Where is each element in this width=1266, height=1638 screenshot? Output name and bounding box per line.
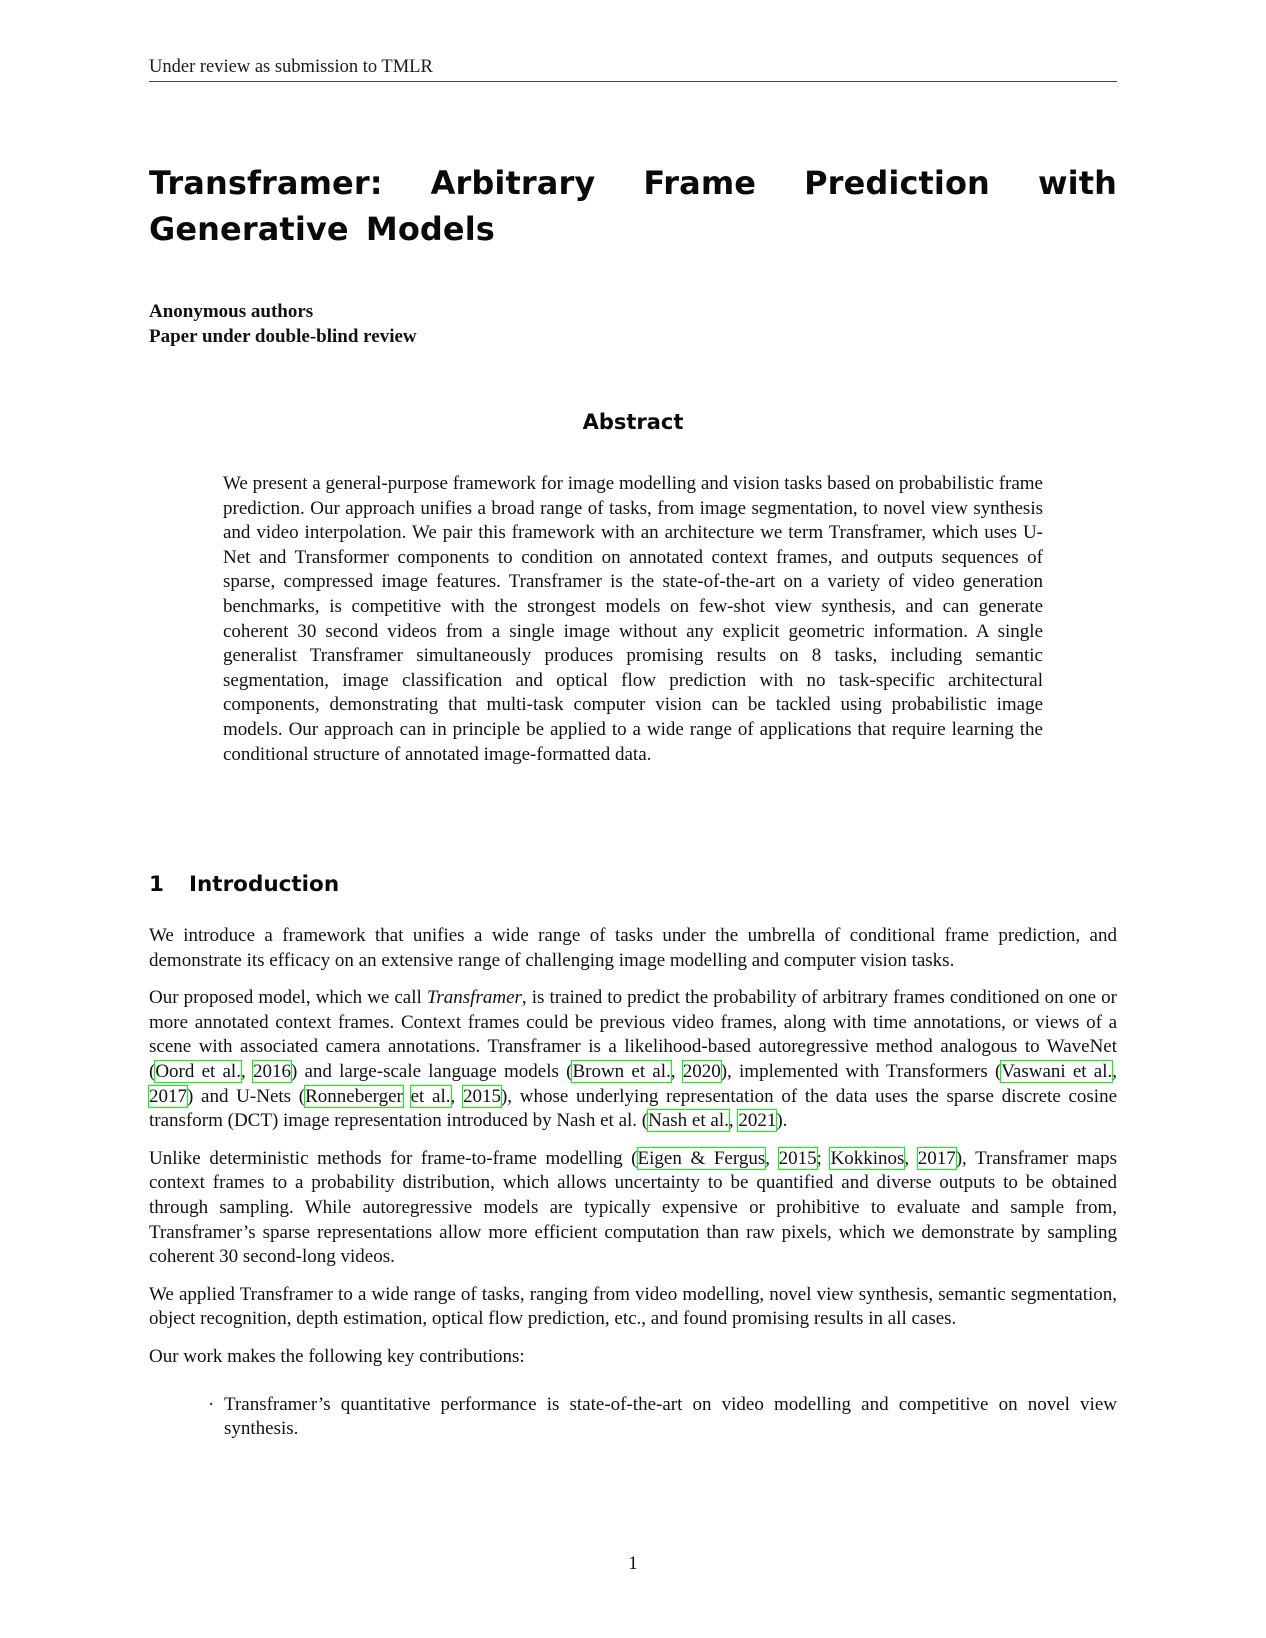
citation-link-author[interactable]: Ronneberger: [305, 1085, 403, 1107]
abstract-text: We present a general-purpose framework for image modelling and vision tasks based on probabilistic frame prediction. Our approach unifies a broad range of tasks, from image segmentation, to novel view synthesis and video interpolation. We pair this framework with an architecture we term Transframer, which uses U-Net and Transformer components to condition on annotated context frames, and outputs sequences of sparse, compressed image features. Transframer is the state-of-the-art on a variety of video generation benchmarks, is competitive with the strongest models on few-shot view synthesis, and can generate coherent 30 second videos from a single image without any explicit geometric information. A single generalist Transframer simultaneously produces promising results on 8 tasks, including semantic segmentation, image classification and optical flow prediction with no task-specific architectural components, demonstrating that multi-task computer vision can be tackled using probabilistic image models. Our approach can in principle be applied to a wide range of applications that require learning the conditional structure of annotated image-formatted data.: [223, 473, 1043, 765]
section-heading-introduction: [149, 870, 339, 900]
citation-link-year[interactable]: 2020: [682, 1060, 721, 1082]
text-run: ).: [776, 1110, 788, 1132]
abstract-heading: Abstract: [582, 410, 684, 434]
paragraph: We introduce a framework that unifies a wide range of tasks under the umbrella of conditional frame prediction, and demonstrate its efficacy on an extensive range of challenging image modelling and computer vision tasks.: [149, 925, 1117, 971]
paragraph: Unlike deterministic methods for frame-to-frame modelling (Eigen & Fergus, 2015; Kokkinos, 2017), Transframer maps context frames to a probability distribution, which allows uncertainty to be quantified and diverse outputs to be obtained through sampling. While autoregressive models are typically expensive or prohibitive to evaluate and sample from, Transframer’s sparse representations allow more efficient computation than raw pixels, which we demonstrate by sampling coherent 30 second-long videos.: [149, 1147, 1118, 1268]
review-note: Paper under double-blind review: [149, 325, 417, 347]
list-item-text: Transframer’s quantitative performance is state-of-the-art on video modelling and competitive on novel view synthesis.: [224, 1393, 1117, 1440]
citation-link-author[interactable]: Oord et al.: [155, 1060, 241, 1082]
text-run: ), Transframer maps context frames to a probability distribution, which allows uncertainty to be quantified and diverse outputs to be obtained through sampling. While autoregressive models are typically expensive or prohibitive to evaluate and sample from, Transframer’s sparse representations allow more efficient computation than raw pixels, which we demonstrate by sampling coherent 30 second-long videos.: [149, 1147, 1118, 1268]
introduction-body: [149, 924, 1117, 1442]
text-run: Unlike deterministic methods for frame-to-frame modelling (: [149, 1147, 638, 1169]
bullet-icon: ·: [208, 1393, 215, 1415]
author-block: [149, 300, 417, 349]
paragraph: Our proposed model, which we call Transframer, is trained to predict the probability of arbitrary frames conditioned on one or more annotated context frames. Context frames could be previous video frames, along with time annotations, or views of a scene with associated camera annotations. Transframer is a likelihood-based autoregressive method analogous to WaveNet (Oord et al., 2016) and large-scale language models (Brown et al., 2020), implemented with Transformers (Vaswani et al., 2017) and U-Nets (Ronneberger et al., 2015), whose underlying representation of the data uses the sparse discrete cosine transform (DCT) image representation introduced by Nash et al. (Nash et al., 2021).: [149, 987, 1118, 1132]
citation-link-author[interactable]: Eigen & Fergus: [637, 1147, 766, 1169]
citation-link-year[interactable]: 2021: [738, 1110, 777, 1132]
model-name-emphasis: Transframer: [426, 987, 522, 1009]
citation-link-author[interactable]: Kokkinos: [830, 1147, 905, 1169]
text-run: ) and U-Nets (: [187, 1085, 306, 1107]
citation-link-author[interactable]: et al.: [410, 1085, 451, 1107]
citation-link-author[interactable]: Vaswani et al.: [1001, 1060, 1113, 1082]
text-run: ) and large-scale language models (: [290, 1060, 573, 1082]
section-number: 1: [149, 872, 164, 897]
text-run: ), whose underlying representation of the data uses the sparse discrete cosine transform (DCT) image representation introduced by Nash et al. (: [149, 1085, 1118, 1132]
citation-link-author[interactable]: Brown et al.: [572, 1060, 671, 1082]
text-run: Our proposed model, which we call: [149, 987, 427, 1009]
contributions-list: [149, 1393, 1117, 1442]
running-header: Under review as submission to TMLR: [149, 56, 1117, 82]
citation-link-year[interactable]: 2016: [252, 1060, 291, 1082]
citation-link-year[interactable]: 2017: [149, 1085, 187, 1107]
text-run: ), implemented with Transformers (: [720, 1060, 1002, 1082]
section-title: Introduction: [189, 872, 340, 897]
list-item: [208, 1393, 1117, 1442]
citation-link-year[interactable]: 2015: [778, 1147, 817, 1169]
text-run: , is trained to predict the probability of arbitrary frames conditioned on one or more annotated context frames. Context frames could be previous video frames, along with time annotations, or views of a scene with associated camera annotations. Transframer is a likelihood-based autoregressive method analogous to WaveNet (: [149, 987, 1117, 1082]
citation-link-author[interactable]: Nash et al.: [648, 1110, 729, 1132]
paper-title: Transframer: Arbitrary Frame Prediction with Generative Models: [149, 164, 1117, 248]
citation-link-year[interactable]: 2015: [462, 1085, 501, 1107]
page-number: 1: [628, 1553, 638, 1574]
author-line: Anonymous authors: [149, 301, 314, 322]
citation-link-year[interactable]: 2017: [917, 1147, 956, 1169]
paragraph: We applied Transframer to a wide range of tasks, ranging from video modelling, novel view synthesis, semantic segmentation, object recognition, depth estimation, optical flow prediction, etc., and found promising results in all cases.: [149, 1283, 1117, 1330]
paragraph: Our work makes the following key contributions:: [149, 1345, 525, 1367]
